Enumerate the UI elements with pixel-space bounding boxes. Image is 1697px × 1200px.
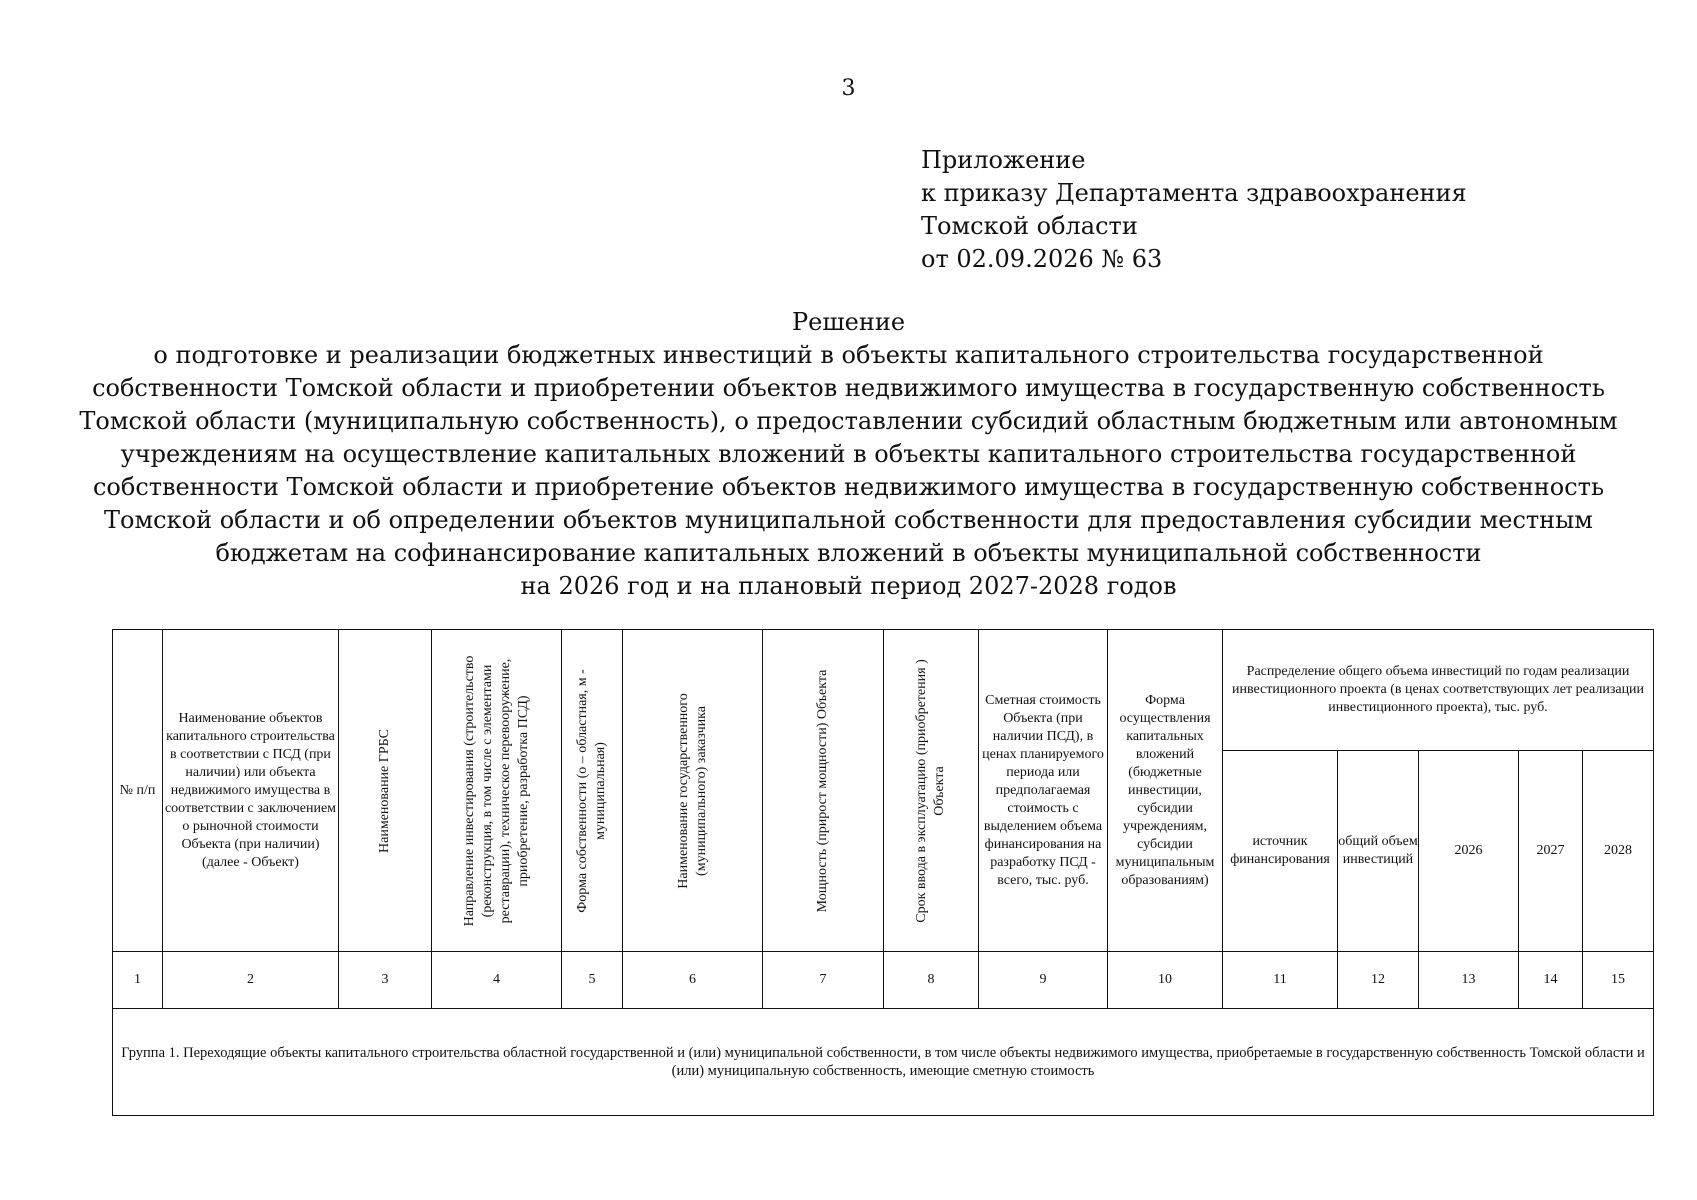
header-text: Наименование ГРБС: [377, 728, 392, 853]
header-text: Направление инвестирования (строительство (реконструкция, в том числе с элементами реставрации), техническое перевооружение, приобретение, разработка ПСД): [461, 655, 531, 926]
appendix-line: к приказу Департамента здравоохранения: [921, 179, 1467, 207]
header-cell: 2028: [1583, 751, 1654, 952]
header-cell-vertical: [562, 630, 623, 952]
decision-line: бюджетам на софинансирование капитальных вложений в объекты муниципальной собственности: [215, 539, 1482, 567]
appendix-line: Томской области: [921, 212, 1138, 240]
header-cell: Форма осуществления капитальных вложений (бюджетные инвестиции, субсидии учреждениям, субсидии муниципальным образованиям): [1108, 630, 1223, 952]
column-number: 14: [1519, 952, 1583, 1009]
decision-title: Решение: [791, 308, 906, 336]
column-number: 4: [432, 952, 562, 1009]
table-header-row: [113, 630, 1654, 751]
header-cell-vertical: [623, 630, 763, 952]
appendix-line: от 02.09.2026 № 63: [921, 245, 1163, 273]
header-cell: источник финансирования: [1223, 751, 1338, 952]
appendix-block: [921, 144, 1467, 276]
header-cell: 2026: [1419, 751, 1519, 952]
column-number: 3: [339, 952, 432, 1009]
decision-line: Томской области и об определении объектов муниципальной собственности для предоставления субсидии местным: [104, 506, 1593, 534]
decision-line: собственности Томской области и приобретении объектов недвижимого имущества в государственную собственность: [92, 374, 1605, 402]
header-cell: Сметная стоимость Объекта (при наличии ПСД), в ценах планируемого периода или предполагаемая стоимость с выделением объема финансирования на разработку ПСД - всего, тыс. руб.: [979, 630, 1108, 952]
column-number: 2: [163, 952, 339, 1009]
investment-table: [112, 629, 1654, 1116]
decision-line: на 2026 год и на плановый период 2027-2028 годов: [520, 572, 1177, 600]
group-1-cell: Группа 1. Переходящие объекты капитального строительства областной государственной и (или) муниципальной собственности, в том числе объекты недвижимого имущества, приобретаемые в государственную собственность Томской области и (или) муниципальную собственность, имеющие сметную стоимость: [113, 1009, 1654, 1116]
column-number: 10: [1108, 952, 1223, 1009]
decision-heading: [40, 306, 1657, 603]
column-number: 6: [623, 952, 763, 1009]
column-number: 15: [1583, 952, 1654, 1009]
appendix-line: Приложение: [921, 146, 1086, 174]
header-text: Мощность (прирост мощности) Объекта: [815, 669, 830, 912]
column-number: 9: [979, 952, 1108, 1009]
header-cell: № п/п: [113, 630, 163, 952]
column-number: 12: [1338, 952, 1419, 1009]
column-number: 8: [884, 952, 979, 1009]
header-cell-vertical: [432, 630, 562, 952]
column-number: 11: [1223, 952, 1338, 1009]
header-cell-vertical: [763, 630, 884, 952]
header-cell-vertical: [884, 630, 979, 952]
decision-line: Томской области (муниципальную собственность), о предоставлении субсидий областным бюджетным или автономным: [79, 407, 1618, 435]
column-number: 5: [562, 952, 623, 1009]
header-cell: 2027: [1519, 751, 1583, 952]
decision-line: собственности Томской области и приобретение объектов недвижимого имущества в государственную собственность: [92, 473, 1605, 501]
header-text: Срок ввода в эксплуатацию (приобретения ) Объекта: [914, 658, 947, 923]
column-number: 1: [113, 952, 163, 1009]
column-number: 7: [763, 952, 884, 1009]
decision-line: учреждениям на осуществление капитальных вложений в объекты капитального строительства государственной: [120, 440, 1577, 468]
header-cell-vertical: [339, 630, 432, 952]
header-text: Форма собственности (о – областная, м - муниципальная): [575, 668, 608, 913]
page-number: 3: [841, 76, 856, 101]
column-number-row: [113, 952, 1654, 1009]
header-text: Наименование государственного (муниципального) заказчика: [675, 692, 709, 889]
header-group-cell: Распределение общего объема инвестиций по годам реализации инвестиционного проекта (в ценах соответствующих лет реализации инвестиционного проекта), тыс. руб.: [1223, 630, 1654, 751]
decision-line: о подготовке и реализации бюджетных инвестиций в объекты капитального строительства государственной: [153, 341, 1544, 369]
header-cell: общий объем инвестиций: [1338, 751, 1419, 952]
column-number: 13: [1419, 952, 1519, 1009]
group-row: [113, 1009, 1654, 1116]
header-cell: Наименование объектов капитального строительства в соответствии с ПСД (при наличии) или объекта недвижимого имущества в соответствии с заключением о рыночной стоимости Объекта (при наличии) (далее - Объект): [163, 630, 339, 952]
